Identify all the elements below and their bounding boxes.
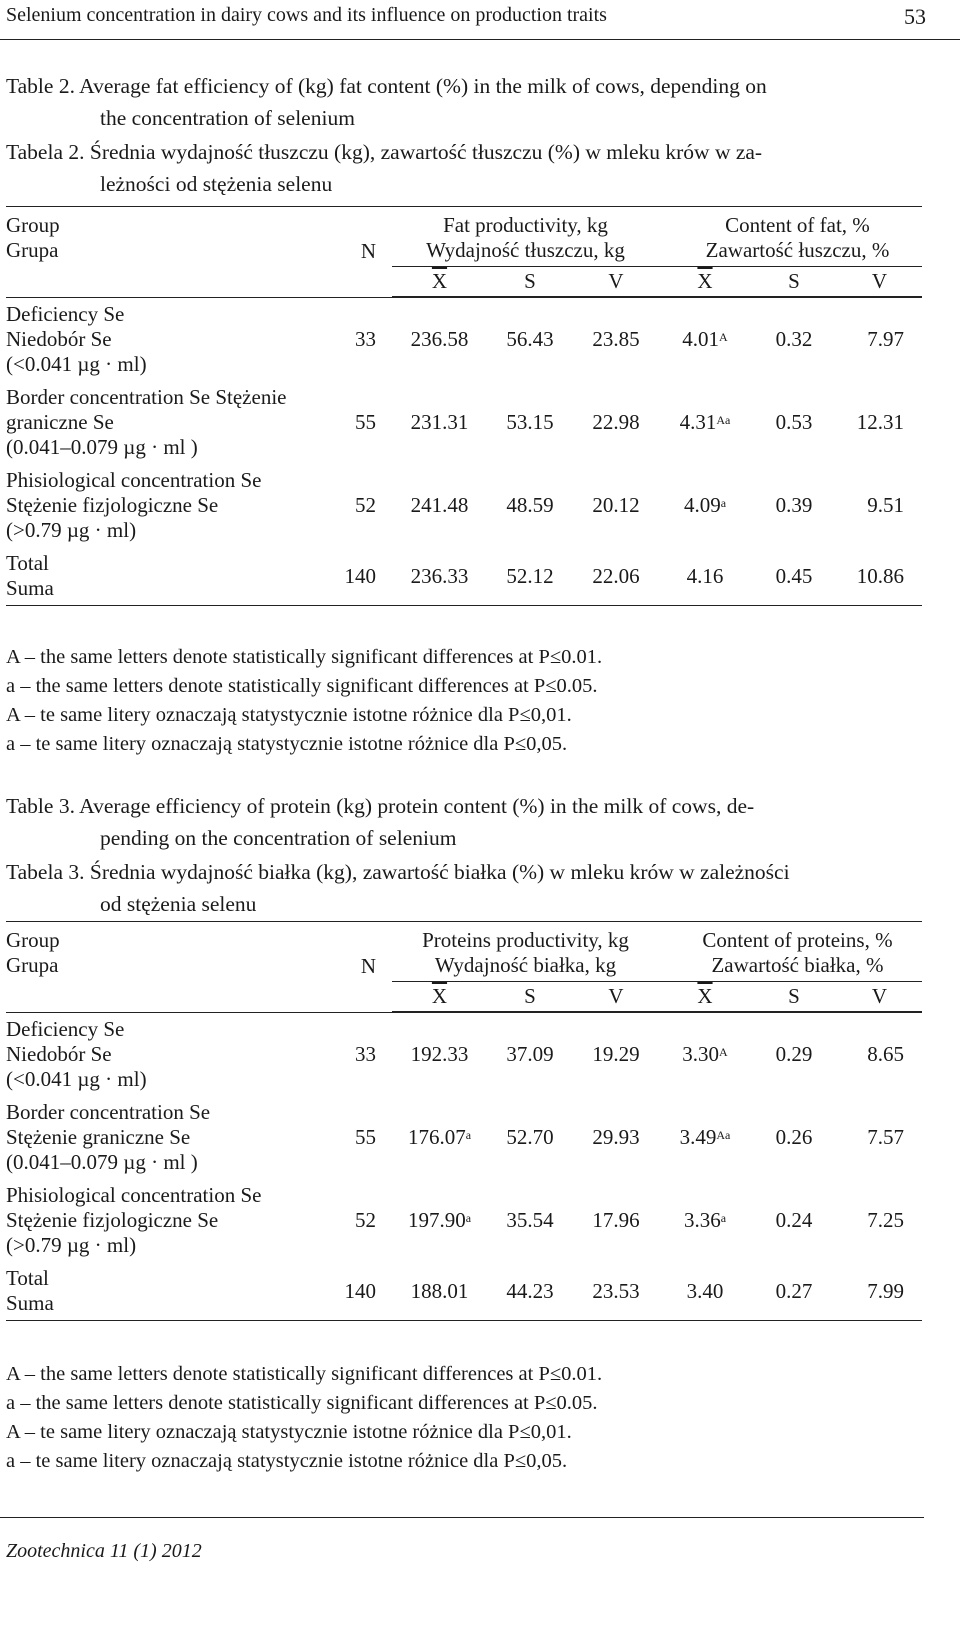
value-cell: $3.30^A$ [682,1042,728,1066]
value-cell: 3.36$^a$ [683,1208,727,1232]
value-cell: 56.43 [506,327,554,351]
table2-sub-cv: V [837,267,922,297]
table3-sub-sd: S [751,982,837,1012]
table-row [6,1013,922,1097]
group-cell: Total Suma [6,547,336,606]
n-cell: 140 [336,1262,392,1321]
value-cell: 0.29 [775,1042,813,1066]
value-cell: 188.01 [392,1262,487,1321]
value-cell: 0.26 [775,1125,813,1149]
value-cell: 19.29 [592,1042,640,1066]
value-cell: 176.07$^a$ [407,1125,472,1149]
table3-label-en: Table 3. [6,794,75,818]
group-cell: Border concentration Se Stężenie graniczne Se (0.041–0.079 µg · ml ) [6,385,287,459]
group-cell: Deficiency Se Niedobór Se (<0.041 µg · ml) [6,302,147,376]
value-cell: 241.48 [410,493,469,517]
value-cell: 4.09$^a$ [683,493,727,517]
table3 [6,921,922,1321]
value-cell: $4.31^{Aa}$ [679,410,731,434]
value-cell: 10.86 [837,547,922,606]
value-cell: $3.49^{Aa}$ [679,1125,731,1149]
value-cell: 0.45 [751,547,837,606]
value-cell: 236.33 [392,547,487,606]
footer-rule [0,1517,924,1518]
table2-sub-mean: $\overline{X}$ [659,267,751,297]
value-cell: 0.39 [775,493,813,517]
table2 [6,206,922,606]
footnote: a – the same letters denote statistically significant differences at P≤0.05. [6,675,598,697]
value-cell: 44.23 [487,1262,573,1321]
table3-caption-en [6,790,926,854]
table3-sub-mean: $\overline{X}$ [659,982,751,1012]
table3-caption-pl-line1: Średnia wydajność białka (kg), zawartość białka (%) w mleku krów w zależności [84,860,790,884]
page-number: 53 [904,4,926,29]
n-cell: 55 [355,410,376,434]
value-cell: 0.32 [775,327,813,351]
value-cell: 4.16 [659,547,751,606]
table2-header-fat-content: Content of fat, % Zawartość łuszczu, % [659,207,922,267]
table2-sub-cv: V [573,267,659,297]
table-row [6,298,922,382]
table-row [6,1179,922,1262]
table3-caption-en-line2: pending on the concentration of selenium [100,826,457,850]
table3-notes [6,1360,926,1476]
table2-caption-pl-line1: Średnia wydajność tłuszczu (kg), zawartość tłuszczu (%) w mleku krów w za- [84,140,763,164]
value-cell: 8.65 [867,1042,904,1066]
table-row [6,547,922,606]
running-head [6,2,926,28]
group-cell: Phisiological concentration Se Stężenie fizjologiczne Se (>0.79 µg · ml) [6,468,262,542]
table3-label-pl: Tabela 3. [6,860,85,884]
value-cell: 197.90$^a$ [407,1208,472,1232]
value-cell: $4.01^A$ [682,327,728,351]
running-title: Selenium concentration in dairy cows and its influence on production traits [6,4,607,26]
value-cell: 22.06 [573,547,659,606]
table2-caption-en [6,70,926,134]
value-cell: 20.12 [592,493,640,517]
journal-footer: Zootechnica 11 (1) 2012 [6,1540,202,1562]
table2-caption-en-line1: Average fat efficiency of (kg) fat content (%) in the milk of cows, depending on [74,74,767,98]
value-cell: 22.98 [592,410,640,434]
value-cell: 0.24 [775,1208,813,1232]
value-cell: 35.54 [506,1208,554,1232]
value-cell: 17.96 [592,1208,640,1232]
table3-sub-cv: V [837,982,922,1012]
group-cell: Deficiency Se Niedobór Se (<0.041 µg · ml) [6,1017,147,1091]
table2-header-fat-productivity: Fat productivity, kg Wydajność tłuszczu, kg [392,207,659,267]
footnote: a – te same litery oznaczają statystycznie istotne różnice dla P≤0,05. [6,733,568,755]
value-cell: 236.58 [410,327,469,351]
value-cell: 7.97 [867,327,904,351]
value-cell: 23.53 [573,1262,659,1321]
n-cell: 52 [355,1208,376,1232]
group-cell: Phisiological concentration Se Stężenie fizjologiczne Se (>0.79 µg · ml) [6,1183,262,1257]
group-cell: Border concentration Se Stężenie graniczne Se (0.041–0.079 µg · ml ) [6,1100,211,1174]
table3-sub-mean: $\overline{X}$ [392,982,487,1012]
value-cell: 52.12 [487,547,573,606]
table-row [6,464,922,547]
value-cell: 52.70 [506,1125,554,1149]
table-row [6,381,922,464]
value-cell: 0.53 [775,410,813,434]
table2-header-group: Group Grupa [6,207,336,297]
table3-header-protein-content: Content of proteins, % Zawartość białka, % [659,922,922,982]
value-cell: 29.93 [592,1125,640,1149]
table2-header-n: N [336,207,392,297]
table3-sub-cv: V [573,982,659,1012]
table2-label-en: Table 2. [6,74,75,98]
n-cell: 33 [355,1042,376,1066]
value-cell: 9.51 [867,493,904,517]
footnote: A – the same letters denote statistically significant differences at P≤0.01. [6,646,603,668]
value-cell: 23.85 [592,327,640,351]
table3-caption-pl-line2: od stężenia selenu [100,892,257,916]
table2-sub-mean: $\overline{X}$ [392,267,487,297]
value-cell: 231.31 [410,410,469,434]
footnote: A – te same litery oznaczają statystycznie istotne różnice dla P≤0,01. [6,704,572,726]
header-rule [0,39,960,40]
table2-caption-pl-line2: leżności od stężenia selenu [100,172,333,196]
group-cell: Total Suma [6,1262,336,1321]
value-cell: 192.33 [410,1042,469,1066]
value-cell: 53.15 [506,410,554,434]
table2-notes [6,643,926,759]
n-cell: 33 [355,327,376,351]
footnote: a – the same letters denote statistically significant differences at P≤0.05. [6,1392,598,1414]
table3-caption-pl [6,856,926,920]
table-row [6,1262,922,1321]
table2-sub-sd: S [487,267,573,297]
table2-caption-en-line2: the concentration of selenium [100,106,355,130]
value-cell: 37.09 [506,1042,554,1066]
table-row [6,1096,922,1179]
table2-sub-sd: S [751,267,837,297]
value-cell: 12.31 [856,410,904,434]
footnote: a – te same litery oznaczają statystycznie istotne różnice dla P≤0,05. [6,1450,568,1472]
table3-header-n: N [336,922,392,1012]
footnote: A – te same litery oznaczają statystycznie istotne różnice dla P≤0,01. [6,1421,572,1443]
value-cell: 48.59 [506,493,554,517]
table3-sub-sd: S [487,982,573,1012]
table2-label-pl: Tabela 2. [6,140,85,164]
table2-caption-pl [6,136,926,200]
n-cell: 55 [355,1125,376,1149]
table3-header-protein-productivity: Proteins productivity, kg Wydajność białka, kg [392,922,659,982]
table3-caption-en-line1: Average efficiency of protein (kg) protein content (%) in the milk of cows, de- [74,794,755,818]
value-cell: 0.27 [751,1262,837,1321]
table3-header-group: Group Grupa [6,922,336,1012]
value-cell: 7.99 [837,1262,922,1321]
value-cell: 3.40 [659,1262,751,1321]
footnote: A – the same letters denote statistically significant differences at P≤0.01. [6,1363,603,1385]
value-cell: 7.57 [867,1125,904,1149]
value-cell: 7.25 [867,1208,904,1232]
n-cell: 52 [355,493,376,517]
n-cell: 140 [336,547,392,606]
